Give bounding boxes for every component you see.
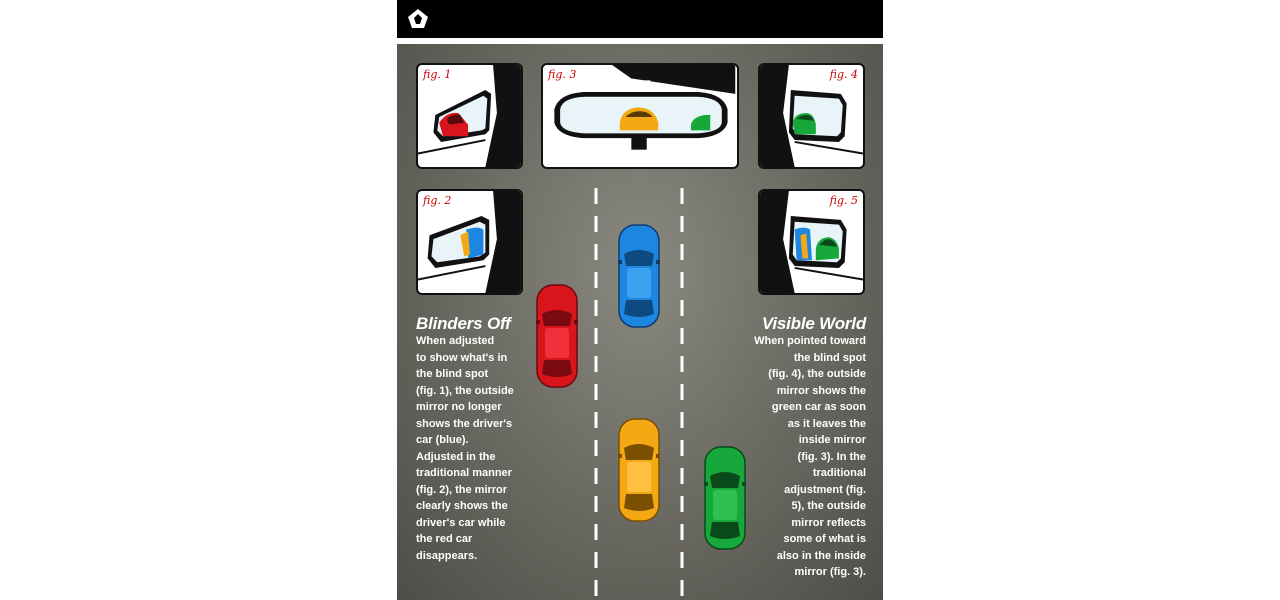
- right-line: mirror (fig. 3).: [794, 566, 866, 578]
- left-line: shows the driver's: [416, 417, 513, 430]
- blue-car: [618, 224, 660, 328]
- right-line: (fig. 4), the outside: [768, 368, 866, 380]
- right-line: as it leaves the: [787, 417, 866, 430]
- fig-2-panel: [416, 189, 523, 295]
- right-line: (fig. 3). In the: [797, 450, 866, 463]
- fig-1-label: fig. 1: [423, 68, 452, 81]
- left-line: traditional manner: [416, 467, 512, 479]
- left-line: car (blue).: [416, 434, 469, 446]
- right-heading: Visible World: [761, 314, 866, 333]
- fig-1-panel: [416, 63, 523, 169]
- left-line: the red car: [416, 533, 473, 545]
- fig-5-panel: [758, 189, 865, 295]
- left-line: (fig. 2), the mirror: [416, 483, 508, 496]
- right-line: 5), the outside: [791, 500, 866, 512]
- left-line: clearly shows the: [416, 500, 508, 512]
- right-line: inside mirror: [798, 434, 866, 446]
- left-line: (fig. 1), the outside: [416, 384, 514, 397]
- left-line: mirror no longer: [416, 401, 502, 413]
- right-line: green car as soon: [771, 401, 866, 413]
- right-line: When pointed toward: [754, 335, 866, 347]
- right-body-text: [754, 333, 866, 581]
- fig-5-label: fig. 5: [829, 194, 858, 207]
- left-line: the blind spot: [416, 368, 489, 380]
- left-line: disappears.: [416, 549, 478, 562]
- right-line: mirror reflects: [791, 516, 866, 529]
- fig-4-panel: [758, 63, 865, 169]
- fig-4-label: fig. 4: [829, 68, 858, 81]
- left-line: to show what's in: [416, 351, 508, 364]
- left-line: driver's car while: [416, 516, 506, 529]
- left-line: Adjusted in the: [416, 450, 496, 463]
- infographic-panel: [397, 0, 883, 600]
- right-line: also in the inside: [776, 549, 866, 562]
- green-car: [704, 446, 746, 550]
- fig-2-label: fig. 2: [423, 194, 452, 207]
- right-line: traditional: [812, 467, 866, 479]
- right-line: some of what is: [783, 533, 866, 545]
- right-line: adjustment (fig.: [784, 483, 866, 496]
- left-heading: Blinders Off: [416, 314, 511, 333]
- right-line: mirror shows the: [776, 384, 866, 397]
- left-body-text: [416, 333, 514, 564]
- yellow-car: [618, 418, 660, 522]
- red-car: [536, 284, 578, 388]
- fig-3-panel: [541, 63, 739, 169]
- right-line: the blind spot: [793, 351, 866, 364]
- fig-3-label: fig. 3: [548, 68, 577, 81]
- left-line: When adjusted: [416, 335, 495, 347]
